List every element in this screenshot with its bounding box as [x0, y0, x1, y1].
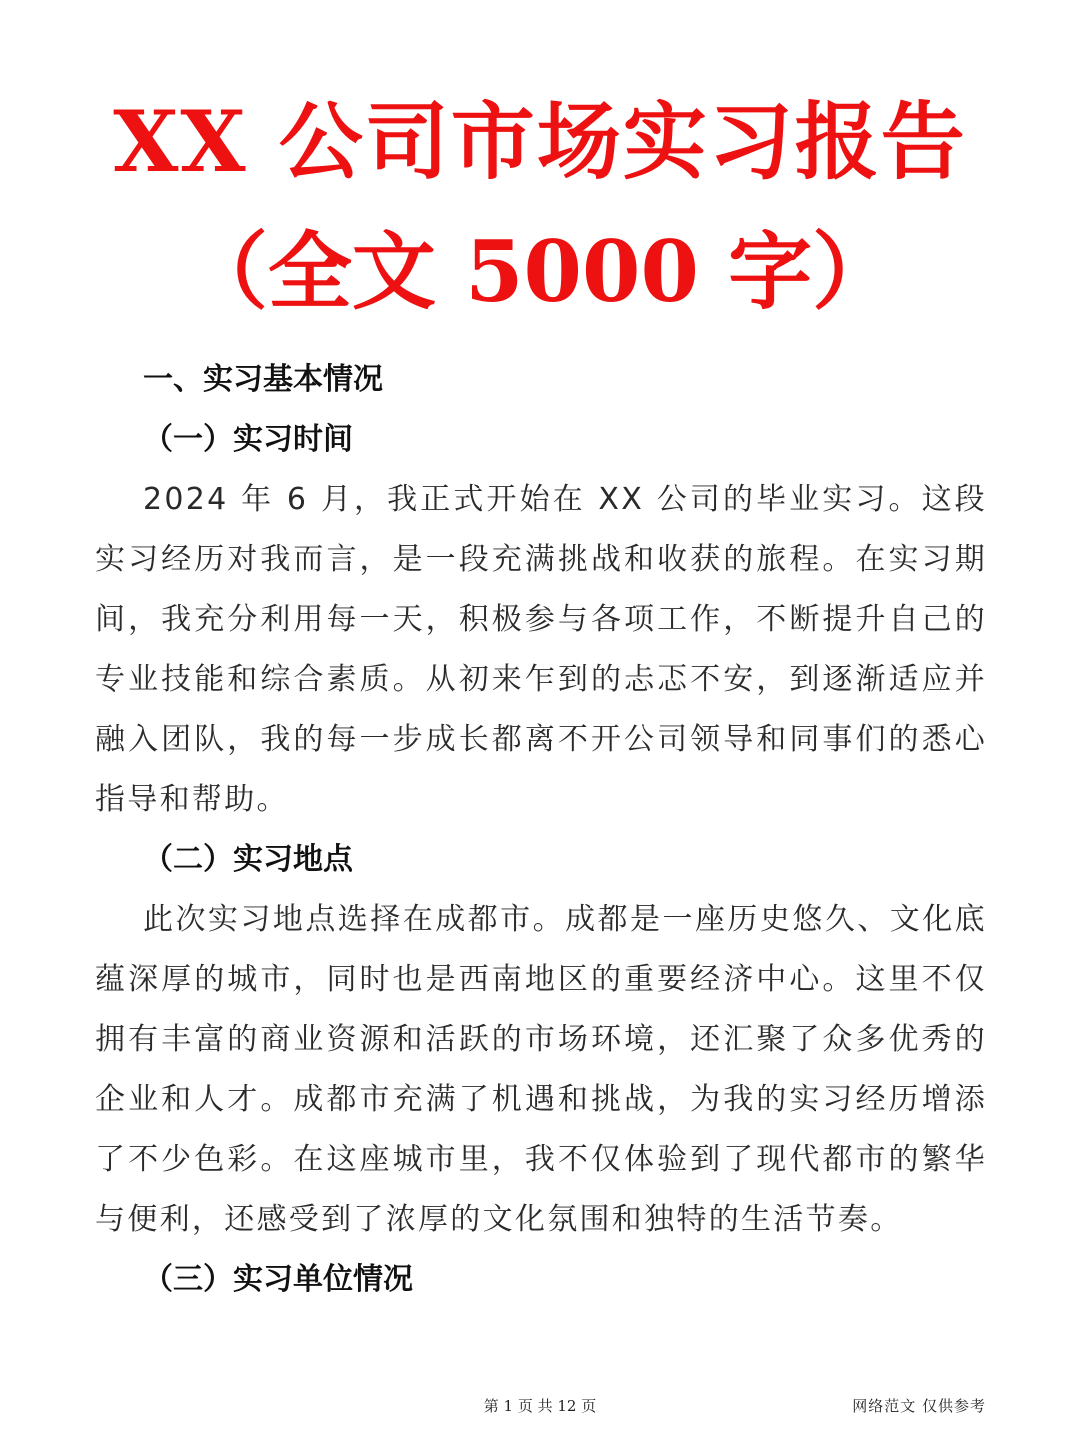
paragraph-location: 此次实习地点选择在成都市。成都是一座历史悠久、文化底蕴深厚的城市，同时也是西南地区的重要经济中心。这里不仅拥有丰富的商业资源和活跃的市场环境，还汇聚了众多优秀的企业和人才。成都市充满了机遇和挑战，为我的实习经历增添了不少色彩。在这座城市里，我不仅体验到了现代都市的繁华与便利，还感受到了浓厚的文化氛围和独特的生活节奏。	[95, 902, 987, 1237]
document-title-line1: XX 公司市场实习报告	[113, 92, 967, 191]
footer-note: 网络范文 仅供参考	[852, 1397, 986, 1415]
paragraph-time: 2024 年 6 月，我正式开始在 XX 公司的毕业实习。这段实习经历对我而言，是一段充满挑战和收获的旅程。在实习期间，我充分利用每一天，积极参与各项工作，不断提升自己的专业技能和综合素质。从初来乍到的忐忑不安，到逐渐适应并融入团队，我的每一步成长都离不开公司领导和同事们的悉心指导和帮助。	[95, 482, 987, 817]
subsection-heading-location: （二）实习地点	[143, 842, 353, 877]
document-body	[95, 350, 987, 1310]
page-number: 第 1 页 共 12 页	[483, 1397, 597, 1415]
document-title-line2: （全文 5000 字）	[183, 222, 897, 321]
subsection-heading-time: （一）实习时间	[143, 422, 353, 457]
subsection-heading-company: （三）实习单位情况	[143, 1262, 413, 1297]
section-heading: 一、实习基本情况	[143, 362, 383, 397]
